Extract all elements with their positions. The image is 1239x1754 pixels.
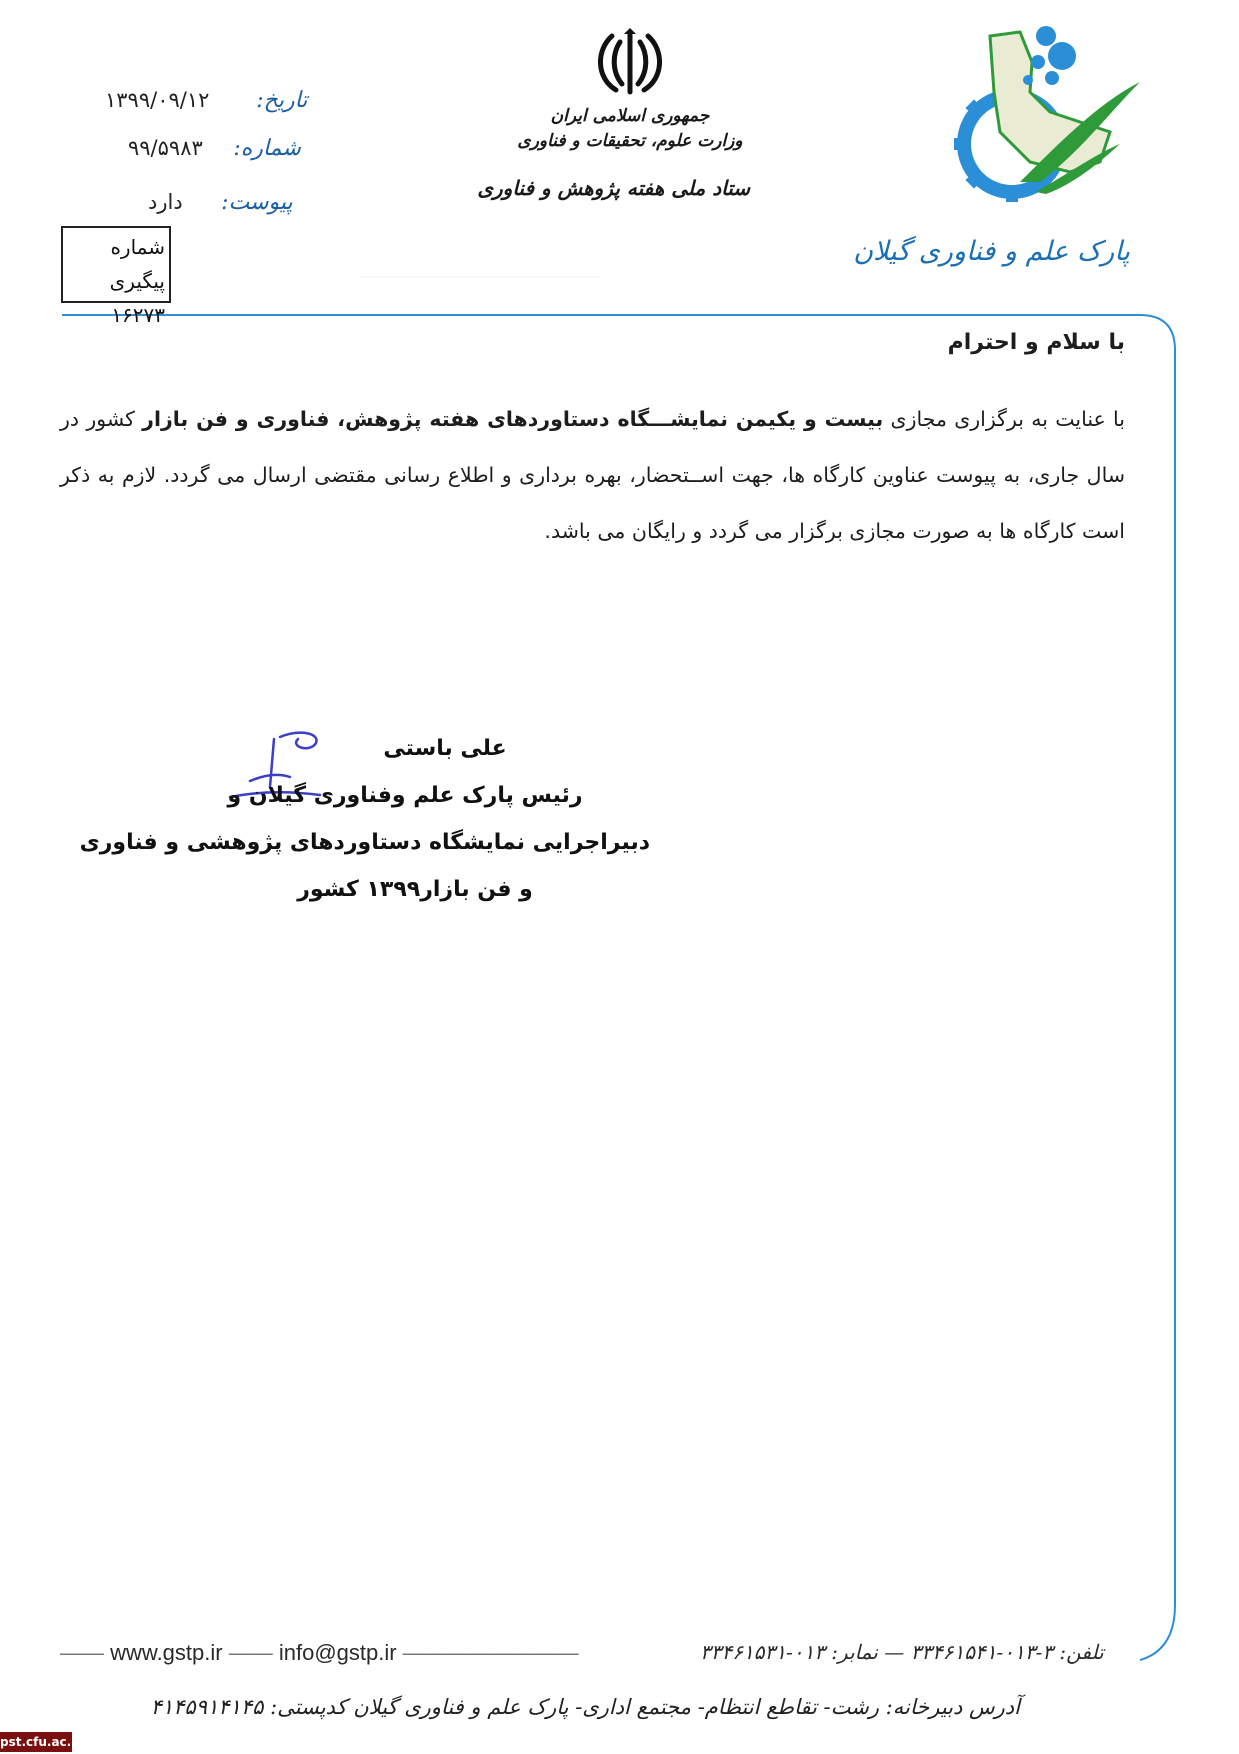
- center-line-1: جمهوری اسلامی ایران: [550, 106, 710, 126]
- watermark: pst.cfu.ac.ir: [0, 1732, 72, 1752]
- park-logo-icon: [950, 22, 1150, 232]
- center-line-2: وزارت علوم، تحقیقات و فناوری: [517, 131, 743, 151]
- date-value: ۱۳۹۹/۰۹/۱۲: [105, 88, 210, 112]
- number-value: ۹۹/۵۹۸۳: [128, 136, 203, 160]
- attachment-row: [148, 190, 293, 215]
- footer-website[interactable]: www.gstp.ir: [110, 1640, 223, 1665]
- ministry-heading: [477, 28, 750, 201]
- signature-block: [79, 725, 650, 913]
- paragraph-part-2: کشور در سال جاری، به پیوست عناوین کارگاه ها، جهت اســتحضار، بهره برداری و اطلاع رسانی مقتضی ارسال می گردد. لازم به ذکر است کارگاه ها به صورت مجازی برگزار می گردد و رایگان می باشد.: [60, 407, 1125, 543]
- signer-title-1: رئیس پارک علم وفناوری گیلان و: [227, 783, 583, 808]
- main-paragraph: [60, 391, 1125, 559]
- center-line-3: ستاد ملی هفته پژوهش و فناوری: [477, 176, 750, 200]
- footer-address: آدرس دبیرخانه: رشت- تقاطع انتظام- مجتمع اداری- پارک علم و فناوری گیلان کدپستی: ۴۱۴۵۹۱۴۱۴۵: [150, 1695, 1020, 1719]
- salutation: با سلام و احترام: [947, 330, 1125, 355]
- attachment-value: دارد: [148, 190, 183, 214]
- footer-phone: تلفن: ۳-۰۱۳-۳۳۴۶۱۵۴۱ — نمابر: ۰۱۳-۳۳۴۶۱۵۳۱: [700, 1640, 1104, 1664]
- signer-title-2: دبیراجرایی نمایشگاه دستاوردهای پژوهشی و فناوری: [79, 830, 650, 855]
- number-row: [128, 136, 301, 161]
- signer-name: علی باستی: [383, 736, 507, 761]
- signer-title-3: و فن بازار۱۳۹۹ کشور: [297, 877, 533, 902]
- tracking-box: [61, 226, 171, 327]
- park-name: پارک علم و فناوری گیلان: [853, 236, 1130, 267]
- tracking-value: ۱۶۲۷۳: [111, 303, 165, 327]
- tracking-label: شماره پیگیری: [109, 235, 165, 293]
- date-row: [105, 88, 307, 113]
- footer-email[interactable]: info@gstp.ir: [278, 1640, 397, 1665]
- attachment-label: پیوست:: [221, 190, 293, 215]
- number-label: شماره:: [233, 136, 301, 161]
- footer-contact-web: —— www.gstp.ir —— info@gstp.ir ————————: [60, 1640, 579, 1665]
- letter-body: [60, 330, 1125, 559]
- paragraph-part-1: با عنایت به برگزاری مجازی: [883, 407, 1125, 431]
- date-label: تاریخ:: [256, 88, 308, 113]
- iran-emblem-icon: [590, 28, 670, 100]
- paragraph-bold: بیست و یکیمن نمایشـــگاه دستاوردهای هفته پژوهش، فناوری و فن بازار: [142, 407, 884, 431]
